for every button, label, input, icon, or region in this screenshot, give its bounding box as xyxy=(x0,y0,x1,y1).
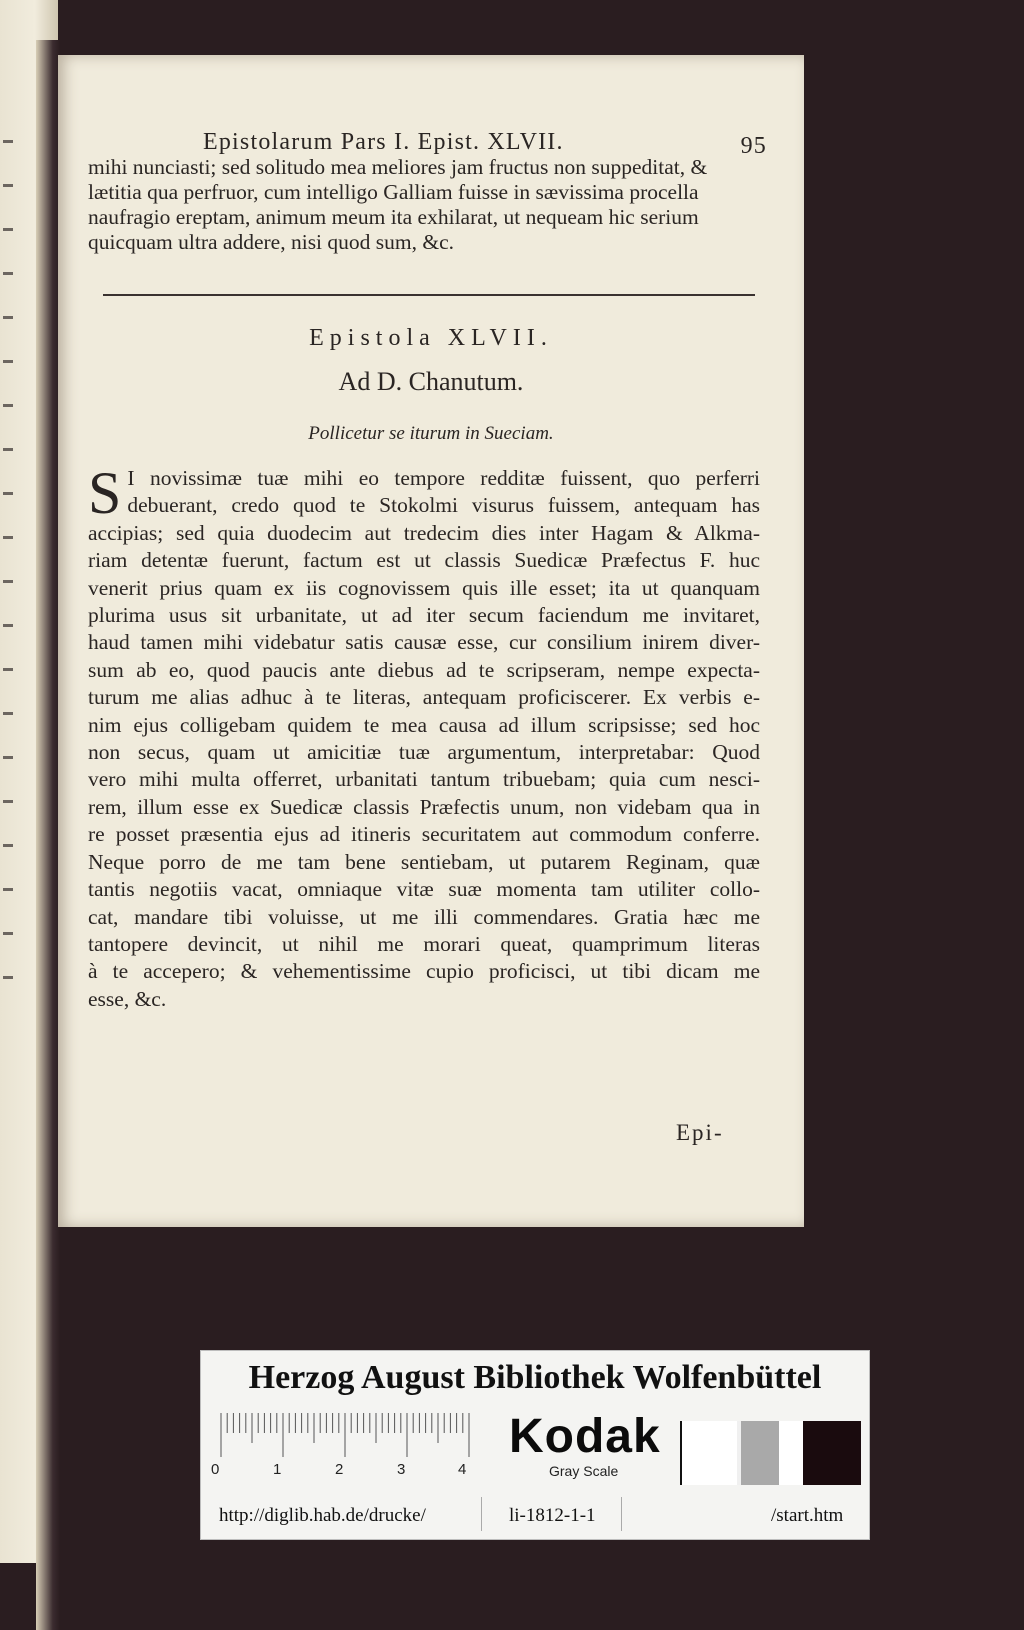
text-line: riam detentæ fuerunt, factum est ut classis Suedicæ Præfectus F. huc xyxy=(88,548,760,573)
edge-mark xyxy=(3,976,13,979)
text-line: cat, mandare tibi voluisse, ut me illi commendares. Gratia hæc me xyxy=(88,904,760,929)
drop-cap: S xyxy=(88,460,122,526)
book-gutter xyxy=(36,40,60,1630)
kodak-logo: Kodak xyxy=(509,1410,661,1463)
edge-mark xyxy=(3,888,13,891)
swatch xyxy=(680,1421,737,1485)
swatch xyxy=(803,1421,861,1485)
edge-mark xyxy=(3,140,13,143)
url-suffix: /start.htm xyxy=(771,1505,844,1526)
ruler-number: 1 xyxy=(273,1461,282,1478)
text-line: haud tamen mihi videbatur satis causæ esse, cur consilium inirem diver- xyxy=(88,630,760,655)
text-line: turum me alias adhuc à te literas, antequam proficiscerer. Ex verbis e- xyxy=(88,685,760,710)
edge-mark xyxy=(3,932,13,935)
text-line: lætitia qua perfruor, cum intelligo Galliam fuisse in sævissima procella xyxy=(88,180,699,204)
text-line: mihi nunciasti; sed solitudo mea meliores jam fructus non suppeditat, & xyxy=(88,155,708,179)
running-title: Epistolarum Pars I. Epist. XLVII. xyxy=(203,129,564,155)
text-line: esse, &c. xyxy=(88,986,167,1011)
edge-mark xyxy=(3,580,13,583)
edge-mark xyxy=(3,360,13,363)
text-line: naufragio ereptam, animum meum ita exhilarat, ut nequeam hic serium xyxy=(88,205,699,229)
ruler-scale xyxy=(219,1413,474,1457)
gray-scale-label: Gray Scale xyxy=(549,1463,619,1479)
letter-title: Epistola XLVII. xyxy=(309,325,553,351)
edge-mark xyxy=(3,668,13,671)
ruler-numbers xyxy=(211,1461,481,1483)
edge-mark xyxy=(3,492,13,495)
text-line: vero mihi multa offerret, urbanitati tantum tribuebam; quia cum nesci- xyxy=(88,767,760,792)
swatch xyxy=(741,1421,779,1485)
edge-mark xyxy=(3,536,13,539)
edge-mark xyxy=(3,316,13,319)
edge-mark xyxy=(3,272,13,275)
text-line: I novissimæ tuæ mihi eo tempore redditæ fuissent, quo perferri xyxy=(127,466,760,490)
text-line: debuerant, credo quod te Stokolmi visurus fuissem, antequam has xyxy=(127,493,760,518)
text-line: non secus, quam ut amicitiæ tuæ argumentum, interpretabar: Quod xyxy=(88,740,760,765)
edge-mark xyxy=(3,184,13,187)
text-line: sum ab eo, quod paucis ante diebus ad te scripseram, nempe expecta- xyxy=(88,657,760,682)
edge-mark xyxy=(3,800,13,803)
divider xyxy=(481,1497,482,1531)
ruler-number: 3 xyxy=(397,1461,406,1478)
edge-mark xyxy=(3,228,13,231)
edge-mark xyxy=(3,712,13,715)
shelfmark: li-1812-1-1 xyxy=(509,1505,596,1526)
text-line: quicquam ultra addere, nisi quod sum, &c. xyxy=(88,230,455,254)
url-prefix: http://diglib.hab.de/drucke/ xyxy=(219,1505,426,1526)
card-footer xyxy=(201,1495,869,1535)
text-line: re posset præsentia ejus ad itineris securitatem aut commodum conferre. xyxy=(88,822,760,847)
ruler-number: 4 xyxy=(458,1461,467,1478)
book-page xyxy=(58,55,804,1227)
text-line: plurima usus sit urbanitate, ut ad iter secum faciendum me invitaret, xyxy=(88,603,760,628)
text-line: rem, illum esse ex Suedicæ classis Præfectis unum, non videbam qua in xyxy=(88,794,760,819)
text-line: accipias; sed quia duodecim aut tredecim dies inter Hagam & Alkma- xyxy=(88,520,760,545)
letter-summary: Pollicetur se iturum in Sueciam. xyxy=(308,423,554,444)
divider xyxy=(621,1497,622,1531)
text-line: venerit prius quam ex iis cognovissem quis ille esset; ita ut quanquam xyxy=(88,575,760,600)
edge-mark xyxy=(3,844,13,847)
text-line: tantis negotiis vacat, omniaque vitæ suæ momenta tam utiliter collo- xyxy=(88,877,760,902)
page-number: 95 xyxy=(740,133,767,159)
letter-body xyxy=(88,460,760,1013)
swatch xyxy=(779,1421,803,1485)
edge-mark xyxy=(3,624,13,627)
text-line: Neque porro de me tam bene sentiebam, ut putarem Reginam, quæ xyxy=(88,849,760,874)
edge-mark xyxy=(3,448,13,451)
library-name: Herzog August Bibliothek Wolfenbüttel xyxy=(248,1359,822,1396)
text-line: à te accepero; & vehementissime cupio proficisci, ut tibi dicam me xyxy=(88,959,760,984)
catchword: Epi- xyxy=(676,1120,724,1145)
gray-swatches xyxy=(680,1421,860,1485)
edge-mark xyxy=(3,756,13,759)
text-line: nim ejus colligebam quidem te mea causa ad illum scripsisse; sed hoc xyxy=(88,712,760,737)
letter-addressee: Ad D. Chanutum. xyxy=(338,367,524,396)
section-divider xyxy=(103,294,755,296)
ruler-number: 2 xyxy=(335,1461,344,1478)
edge-mark xyxy=(3,404,13,407)
text-line: tantopere devincit, ut nihil me morari queat, quamprimum literas xyxy=(88,931,760,956)
ruler-number: 0 xyxy=(211,1461,220,1478)
previous-letter-ending xyxy=(88,155,774,255)
library-color-card xyxy=(200,1350,870,1540)
